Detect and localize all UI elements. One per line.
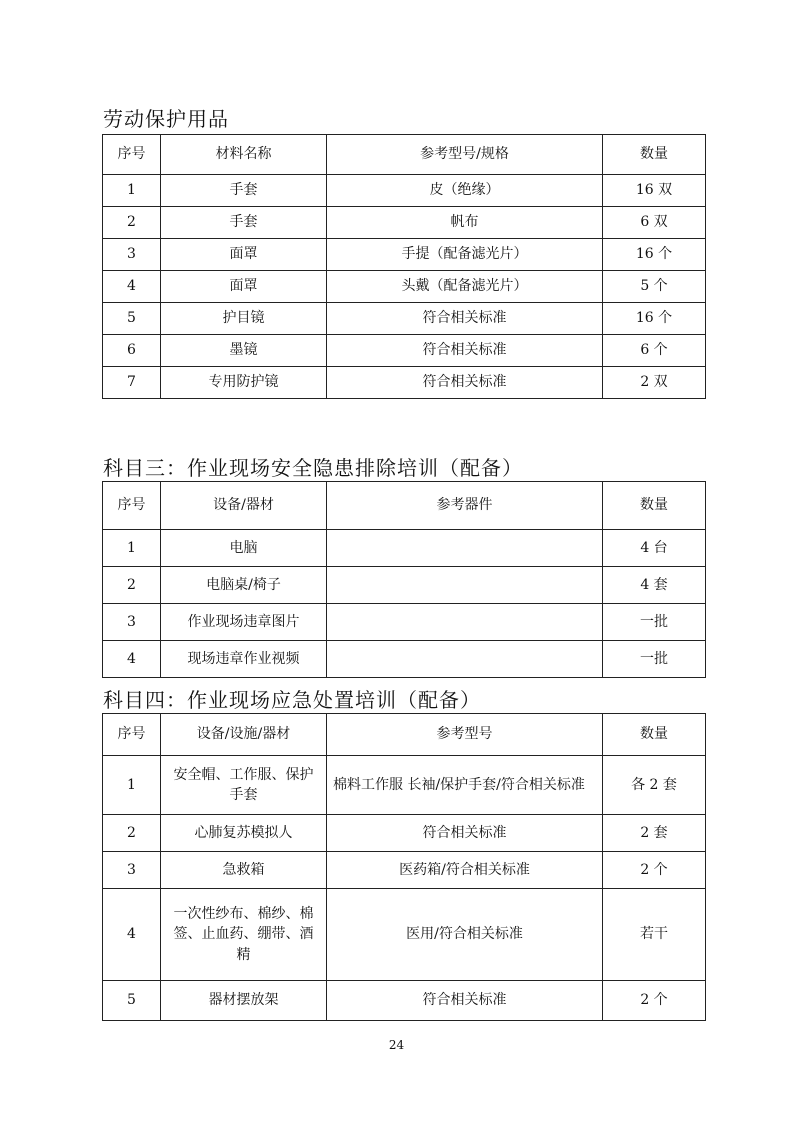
table-header-row bbox=[103, 135, 706, 175]
table-row bbox=[103, 335, 706, 367]
section-title-subject-three: 科目三：作业现场安全隐患排除培训（配备） bbox=[103, 456, 523, 480]
table-row bbox=[103, 641, 706, 678]
table-cell: 医药箱/符合相关标准 bbox=[327, 852, 603, 889]
header-cell: 材料名称 bbox=[161, 135, 327, 175]
header-cell: 序号 bbox=[103, 135, 161, 175]
table-cell: 2 bbox=[103, 567, 161, 604]
table-cell: 7 bbox=[103, 367, 161, 399]
header-cell: 数量 bbox=[603, 482, 706, 530]
table-cell: 4 台 bbox=[603, 530, 706, 567]
table-row bbox=[103, 852, 706, 889]
table-cell: 急救箱 bbox=[161, 852, 327, 889]
table-row bbox=[103, 981, 706, 1021]
header-cell: 设备/设施/器材 bbox=[161, 714, 327, 756]
table-cell: 棉料工作服 长袖/保护手套/符合相关标准 bbox=[327, 756, 603, 815]
table-row bbox=[103, 367, 706, 399]
table-cell: 医用/符合相关标准 bbox=[327, 889, 603, 981]
table-cell: 2 bbox=[103, 815, 161, 852]
table-cell: 4 套 bbox=[603, 567, 706, 604]
table-row bbox=[103, 604, 706, 641]
table-cell: 手套 bbox=[161, 207, 327, 239]
table-cell bbox=[327, 530, 603, 567]
table-cell: 符合相关标准 bbox=[327, 303, 603, 335]
header-cell: 参考器件 bbox=[327, 482, 603, 530]
table-row bbox=[103, 756, 706, 815]
table-cell: 符合相关标准 bbox=[327, 815, 603, 852]
table-cell: 帆布 bbox=[327, 207, 603, 239]
header-cell: 数量 bbox=[603, 135, 706, 175]
table-cell: 电脑 bbox=[161, 530, 327, 567]
table-cell: 手套 bbox=[161, 175, 327, 207]
header-cell: 参考型号/规格 bbox=[327, 135, 603, 175]
table-cell: 16 个 bbox=[603, 303, 706, 335]
table-cell: 一次性纱布、棉纱、棉签、止血药、绷带、酒精 bbox=[161, 889, 327, 981]
table-cell: 现场违章作业视频 bbox=[161, 641, 327, 678]
section-title-subject-four: 科目四：作业现场应急处置培训（配备） bbox=[103, 688, 481, 712]
table-cell: 墨镜 bbox=[161, 335, 327, 367]
table-row bbox=[103, 175, 706, 207]
table-cell: 皮（绝缘） bbox=[327, 175, 603, 207]
table-cell: 面罩 bbox=[161, 271, 327, 303]
table-cell: 器材摆放架 bbox=[161, 981, 327, 1021]
table-cell: 4 bbox=[103, 641, 161, 678]
header-cell: 数量 bbox=[603, 714, 706, 756]
table-cell: 2 个 bbox=[603, 852, 706, 889]
table-row bbox=[103, 239, 706, 271]
protective-equipment-table bbox=[102, 134, 706, 399]
table-cell: 3 bbox=[103, 239, 161, 271]
table-cell: 2 个 bbox=[603, 981, 706, 1021]
table-cell: 6 双 bbox=[603, 207, 706, 239]
header-cell: 设备/器材 bbox=[161, 482, 327, 530]
header-cell: 参考型号 bbox=[327, 714, 603, 756]
table-row bbox=[103, 889, 706, 981]
table-row bbox=[103, 530, 706, 567]
table-cell: 16 个 bbox=[603, 239, 706, 271]
table-cell bbox=[327, 567, 603, 604]
table-cell: 4 bbox=[103, 271, 161, 303]
table-cell: 面罩 bbox=[161, 239, 327, 271]
table-cell: 若干 bbox=[603, 889, 706, 981]
table-row bbox=[103, 207, 706, 239]
table-cell: 1 bbox=[103, 756, 161, 815]
table-cell: 1 bbox=[103, 175, 161, 207]
header-cell: 序号 bbox=[103, 482, 161, 530]
table-cell: 安全帽、工作服、保护手套 bbox=[161, 756, 327, 815]
table-cell: 各 2 套 bbox=[603, 756, 706, 815]
table-cell: 6 bbox=[103, 335, 161, 367]
table-cell: 心肺复苏模拟人 bbox=[161, 815, 327, 852]
table-row bbox=[103, 815, 706, 852]
table-cell: 电脑桌/椅子 bbox=[161, 567, 327, 604]
table-cell: 一批 bbox=[603, 641, 706, 678]
table-row bbox=[103, 567, 706, 604]
table-row bbox=[103, 271, 706, 303]
table-row bbox=[103, 303, 706, 335]
table-cell: 符合相关标准 bbox=[327, 335, 603, 367]
table-cell: 3 bbox=[103, 852, 161, 889]
table-cell: 3 bbox=[103, 604, 161, 641]
table-cell: 2 套 bbox=[603, 815, 706, 852]
table-cell: 5 bbox=[103, 981, 161, 1021]
table-cell: 2 双 bbox=[603, 367, 706, 399]
subject-four-table bbox=[102, 713, 706, 1021]
table-cell: 2 bbox=[103, 207, 161, 239]
table-cell: 一批 bbox=[603, 604, 706, 641]
table-cell: 5 bbox=[103, 303, 161, 335]
section-title-protective-equipment: 劳动保护用品 bbox=[103, 107, 229, 131]
table-cell: 专用防护镜 bbox=[161, 367, 327, 399]
subject-three-table bbox=[102, 481, 706, 678]
table-cell: 符合相关标准 bbox=[327, 981, 603, 1021]
page-number: 24 bbox=[388, 1038, 405, 1052]
table-cell: 1 bbox=[103, 530, 161, 567]
table-header-row bbox=[103, 482, 706, 530]
table-cell: 5 个 bbox=[603, 271, 706, 303]
table-cell: 符合相关标准 bbox=[327, 367, 603, 399]
table-cell: 护目镜 bbox=[161, 303, 327, 335]
table-cell: 头戴（配备滤光片） bbox=[327, 271, 603, 303]
table-header-row bbox=[103, 714, 706, 756]
table-cell bbox=[327, 641, 603, 678]
table-cell: 作业现场违章图片 bbox=[161, 604, 327, 641]
table-cell: 6 个 bbox=[603, 335, 706, 367]
table-cell: 16 双 bbox=[603, 175, 706, 207]
header-cell: 序号 bbox=[103, 714, 161, 756]
table-cell bbox=[327, 604, 603, 641]
table-cell: 手提（配备滤光片） bbox=[327, 239, 603, 271]
table-cell: 4 bbox=[103, 889, 161, 981]
